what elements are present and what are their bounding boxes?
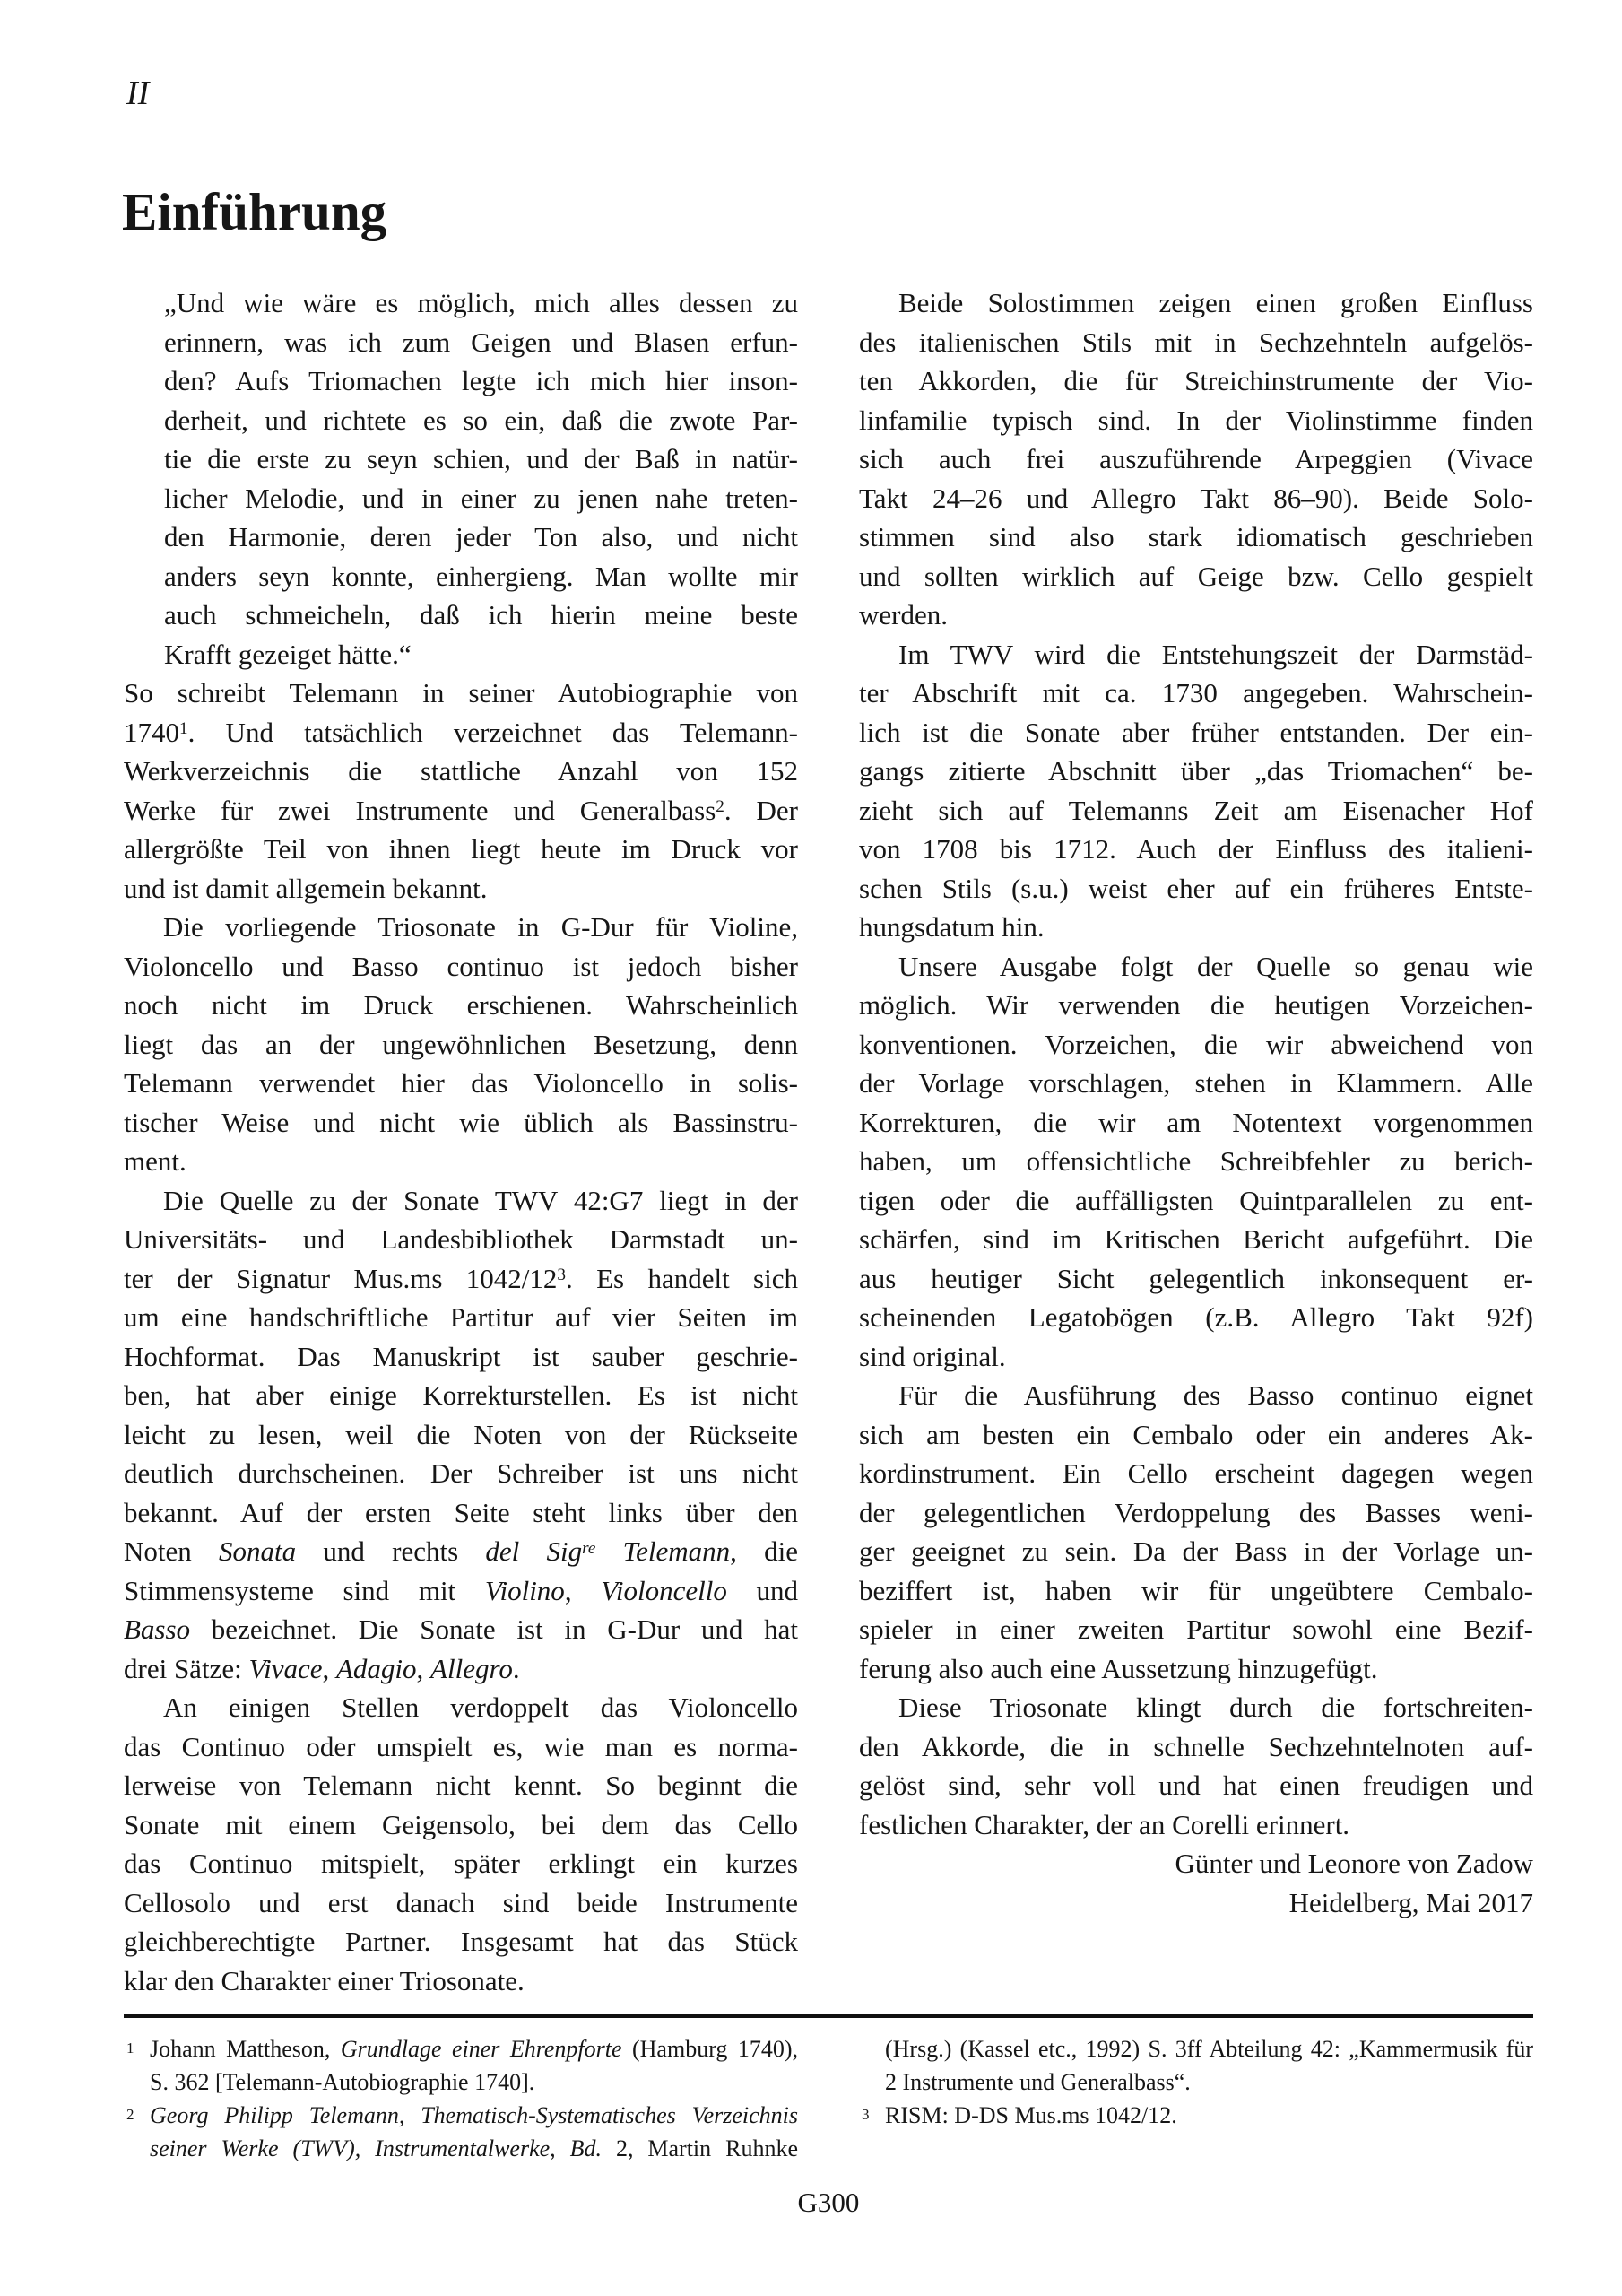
text-line: tischer Weise und nicht wie üblich als Bassinstru- [124, 1106, 798, 1138]
text-line: Die Quelle zu der Sonate TWV 42:G7 liegt in der [163, 1184, 798, 1216]
footnote-2-marker: 2 [126, 2106, 134, 2123]
text-line: Takt 24–26 und Allegro Takt 86–90). Beide Solo- [859, 482, 1533, 514]
paragraph-violoncello [124, 1688, 798, 2000]
right-column [859, 283, 1533, 1922]
text-line: bekannt. Auf der ersten Seite steht links über den [124, 1496, 798, 1528]
text-line: Telemann verwendet hier das Violoncello in solis- [124, 1067, 798, 1099]
page-title: Einführung [122, 182, 387, 241]
opening-quote [124, 283, 798, 674]
text-line: Krafft gezeiget hätte.“ [164, 638, 412, 670]
text-line: schen Stils (s.u.) weist eher auf ein früheres Entste- [859, 872, 1533, 904]
paragraph-solostimmen [859, 283, 1533, 635]
text-line: So schreibt Telemann in seiner Autobiographie von [124, 677, 798, 709]
text-line: festlichen Charakter, der an Corelli erinnert. [859, 1808, 1350, 1840]
text-line: Für die Ausführung des Basso continuo eignet [898, 1379, 1533, 1411]
text-line: ter Abschrift mit ca. 1730 angegeben. Wahrschein- [859, 677, 1533, 709]
text-line: Die vorliegende Triosonate in G-Dur für Violine, [163, 911, 798, 943]
text-line: zieht sich auf Telemanns Zeit am Eisenacher Hof [859, 794, 1533, 826]
text-line: sich auch frei auszuführende Arpeggien (Vivace [859, 443, 1533, 474]
text-line: den? Aufs Triomachen legte ich mich hier inson- [164, 365, 798, 396]
text-line: gangs zitierte Abschnitt über „das Triomachen“ be- [859, 755, 1533, 787]
text-line: stimmen sind also stark idiomatisch geschrieben [859, 521, 1533, 552]
text-line: Beide Solostimmen zeigen einen großen Einfluss [898, 287, 1533, 318]
text-line: ferung also auch eine Aussetzung hinzugefügt. [859, 1652, 1378, 1684]
text-line: scheinenden Legatobögen (z.B. Allegro Takt 92f) [859, 1301, 1533, 1333]
text-line: hungsdatum hin. [859, 911, 1045, 943]
footnote-3 [859, 2099, 1533, 2132]
text-line: das Continuo oder umspielt es, wie man es norma- [124, 1730, 798, 1762]
text-line: 1740$^1$. Und tatsächlich verzeichnet das Telemann- [124, 716, 798, 748]
footnotes-left [124, 2032, 798, 2165]
text-line: schärfen, sind im Kritischen Bericht aufgeführt. Die [859, 1223, 1533, 1255]
text-line: Im TWV wird die Entstehungszeit der Darmstäd- [898, 638, 1533, 670]
text-line: Cellosolo und erst danach sind beide Instrumente [124, 1886, 798, 1918]
catalog-number: G300 [797, 2187, 860, 2218]
footnote-2-continuation [859, 2032, 1533, 2099]
paragraph-basso-continuo [859, 1376, 1533, 1688]
paragraph-autobiography [124, 674, 798, 908]
text-line: linfamilie typisch sind. In der Violinstimme finden [859, 404, 1533, 436]
text-line: Werkverzeichnis die stattliche Anzahl von 152 [124, 755, 798, 787]
text-line: der Vorlage vorschlagen, stehen in Klammern. Alle [859, 1067, 1533, 1099]
text-line: Georg Philipp Telemann, Thematisch-Systematisches Verzeichnis [150, 2102, 798, 2128]
text-line: derheit, und richtete es so ein, daß die zwote Par- [164, 404, 798, 436]
text-line: Violoncello und Basso continuo ist jedoch bisher [124, 950, 798, 982]
signature [859, 1844, 1533, 1922]
text-line: um eine handschriftliche Partitur auf vier Seiten im [124, 1301, 798, 1333]
text-line: ben, hat aber einige Korrekturstellen. Es ist nicht [124, 1379, 798, 1411]
text-line: Werke für zwei Instrumente und Generalbass$^2$. Der [124, 794, 798, 826]
text-line: aus heutiger Sicht gelegentlich inkonsequent er- [859, 1262, 1533, 1294]
text-line: S. 362 [Telemann-Autobiographie 1740]. [150, 2069, 535, 2095]
text-line: Sonate mit einem Geigensolo, bei dem das Cello [124, 1808, 798, 1840]
text-line: klar den Charakter einer Triosonate. [124, 1964, 525, 1996]
text-line: Hochformat. Das Manuskript ist sauber geschrie- [124, 1340, 798, 1372]
text-line: gelöst sind, sehr voll und hat einen freudigen und [859, 1770, 1533, 1801]
text-line: ter der Signatur Mus.ms $1042/12^3$. Es handelt sich [124, 1262, 798, 1294]
footnote-separator [124, 2014, 1533, 2018]
text-line: werden. [859, 599, 948, 631]
text-line: lich ist die Sonate aber früher entstanden. Der ein- [859, 716, 1533, 748]
text-line: das Continuo mitspielt, später erklingt ein kurzes [124, 1848, 798, 1879]
text-line: Johann Mattheson, Grundlage einer Ehrenpforte (Hamburg 1740), [150, 2036, 798, 2062]
text-line: und sollten wirklich auf Geige bzw. Cello gespielt [859, 560, 1533, 592]
text-line: licher Melodie, und in einer zu jenen nahe treten- [164, 482, 798, 514]
text-line: von 1708 bis 1712. Auch der Einfluss des italieni- [859, 833, 1533, 865]
footnote-1 [124, 2032, 798, 2099]
text-line: Diese Triosonate klingt durch die fortschreiten- [898, 1692, 1533, 1723]
footnote-2-continuation-text [885, 2032, 1533, 2099]
text-line: deutlich durchscheinen. Der Schreiber ist uns nicht [124, 1457, 798, 1489]
footnotes-right [859, 2032, 1533, 2132]
paragraph-triosonate [124, 908, 798, 1181]
text-line: haben, um offensichtliche Schreibfehler zu berich- [859, 1145, 1533, 1177]
text-line: Korrekturen, die wir am Notentext vorgenommen [859, 1106, 1533, 1138]
footnote-2 [124, 2099, 798, 2165]
text-line: sind original. [859, 1340, 1006, 1372]
text-line: Günter und Leonore von Zadow [1175, 1848, 1533, 1879]
text-line: Noten Sonata und rechts del Sig$^{re}$ Telemann, die [124, 1535, 798, 1567]
paragraph-charakter [859, 1688, 1533, 1844]
text-line: seiner Werke (TWV), Instrumentalwerke, Bd. 2, Martin Ruhnke [150, 2135, 798, 2161]
text-line: beziffert ist, haben wir für ungeübtere Cembalo- [859, 1574, 1533, 1606]
text-line: Heidelberg, Mai 2017 [1288, 1886, 1533, 1918]
footnote-2-text [150, 2099, 798, 2165]
text-line: kordinstrument. Ein Cello erscheint dagegen wegen [859, 1457, 1533, 1489]
text-line: erinnern, was ich zum Geigen und Blasen erfun- [164, 326, 798, 358]
paragraph-quelle [124, 1181, 798, 1689]
text-line: tie die erste zu seyn schien, und der Baß in natür- [164, 443, 798, 474]
text-line: ten Akkorden, die für Streichinstrumente der Vio- [859, 365, 1533, 396]
text-line: An einigen Stellen verdoppelt das Violoncello [163, 1692, 798, 1723]
text-line: noch nicht im Druck erschienen. Wahrscheinlich [124, 989, 798, 1021]
footnote-1-marker: 1 [126, 2039, 134, 2057]
text-line: der gelegentlichen Verdoppelung des Basses weni- [859, 1496, 1533, 1528]
text-line: leicht zu lesen, weil die Noten von der Rückseite [124, 1418, 798, 1450]
text-line: Stimmensysteme sind mit Violino, Violoncello und [124, 1574, 799, 1606]
text-line: ment. [124, 1145, 186, 1177]
text-line: lerweise von Telemann nicht kennt. So beginnt die [124, 1770, 798, 1801]
footnote-1-text [150, 2032, 798, 2099]
text-line: den Harmonie, deren jeder Ton also, und nicht [164, 521, 798, 552]
text-line: RISM: D-DS Mus.ms 1042/12. [885, 2102, 1177, 2128]
text-line: „Und wie wäre es möglich, mich alles dessen zu [164, 287, 798, 318]
text-line: Universitäts- und Landesbibliothek Darmstadt un- [124, 1223, 798, 1255]
paragraph-ausgabe [859, 947, 1533, 1377]
text-line: (Hrsg.) (Kassel etc., 1992) S. 3ff Abteilung 42: „Kammermusik für [885, 2036, 1533, 2062]
text-line: Basso bezeichnet. Die Sonate ist in G-Dur und hat [124, 1613, 798, 1645]
text-line: möglich. Wir verwenden die heutigen Vorzeichen- [859, 989, 1533, 1021]
text-line: allergrößte Teil von ihnen liegt heute im Druck vor [124, 833, 798, 865]
footnote-3-text [885, 2099, 1533, 2132]
text-line: drei Sätze: Vivace, Adagio, Allegro. [124, 1652, 520, 1684]
text-line: ger geeignet zu sein. Da der Bass in der Vorlage un- [859, 1535, 1533, 1567]
text-line: konventionen. Vorzeichen, die wir abweichend von [859, 1028, 1533, 1060]
text-line: liegt das an der ungewöhnlichen Besetzung, denn [124, 1028, 798, 1060]
text-line: sich am besten ein Cembalo oder ein anderes Ak- [859, 1418, 1533, 1450]
text-line: tigen oder die auffälligsten Quintparallelen zu ent- [859, 1184, 1533, 1216]
paragraph-entstehungszeit [859, 635, 1533, 947]
text-line: anders seyn konnte, einhergieng. Man wollte mir [164, 560, 798, 592]
left-column [124, 283, 798, 2000]
page-number: II [126, 74, 150, 112]
text-line: spieler in einer zweiten Partitur sowohl eine Bezif- [859, 1613, 1533, 1645]
text-line: gleichberechtigte Partner. Insgesamt hat das Stück [124, 1926, 798, 1957]
text-line: des italienischen Stils mit in Sechzehnteln aufgelös- [859, 326, 1533, 358]
footnote-3-marker: 3 [862, 2106, 870, 2123]
text-line: auch schmeicheln, daß ich hierin meine beste [164, 599, 798, 631]
text-line: 2 Instrumente und Generalbass“. [885, 2069, 1191, 2095]
text-line: Unsere Ausgabe folgt der Quelle so genau wie [898, 950, 1533, 982]
text-line: den Akkorde, die in schnelle Sechzehntelnoten auf- [859, 1730, 1533, 1762]
text-line: und ist damit allgemein bekannt. [124, 872, 488, 904]
